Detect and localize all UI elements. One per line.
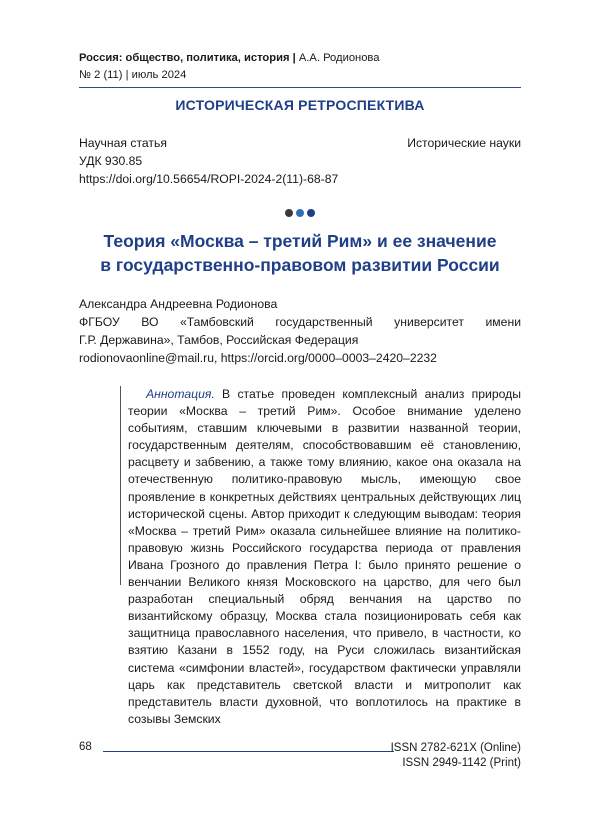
affiliation-line: Г.Р. Державина», Тамбов, Российская Федерация bbox=[79, 333, 358, 347]
title-line: в государственно-правовом развитии России bbox=[79, 253, 521, 277]
ornament-dot bbox=[307, 209, 315, 217]
page-number: 68 bbox=[79, 741, 92, 753]
issn-print: ISSN 2949-1142 (Print) bbox=[391, 756, 521, 771]
abstract-text: В статье проведен комплексный анализ природы теории «Москва – третий Рим». Особое внимание уделено событиям, ставшим ключевыми в развитии названной теории, государственным деятелям, способствовавшим её становлению, расцвету и забвению, а также тому влиянию, какое она оказала на отечественную политико-правовую мысль, имеющую свое проявление в конкретных действиях центральных действующих лиц исторической сцены. Автор приходит к следующим выводам: теория «Москва – третий Рим» оказала сильнейшее влияние на политико-правовую жизнь Российского государства периода от правления Ивана Грозного до правления Петра I: было принято решение о венчании Великого князя Московского на царство, для чего был разработан специальный обряд венчания на царство по византийскому образцу, Москва стала позиционировать себя как защитница православного населения, что привело, в частности, ко взятию Казани в 1552 году, на Руси сложилась византийская система «симфонии властей», государством фактически управляли царь как представитель светской власти и митрополит как представитель власти духовной, что воплотилось на практике в созывы Земских bbox=[128, 387, 521, 726]
article-title bbox=[79, 229, 521, 277]
issue-info: № 2 (11) | июль 2024 bbox=[79, 69, 186, 81]
header-rule bbox=[79, 87, 521, 88]
affiliation-line: ФГБОУ ВО «Тамбовский государственный университет имени bbox=[79, 315, 521, 329]
ornament-dots bbox=[0, 209, 600, 217]
author-name: Александра Андреевна Родионова bbox=[79, 297, 277, 311]
ornament-dot bbox=[285, 209, 293, 217]
abstract bbox=[128, 386, 521, 728]
running-header bbox=[79, 52, 379, 64]
doi-link[interactable]: https://doi.org/10.56654/ROPI-2024-2(11)-68-87 bbox=[79, 172, 338, 186]
issn-online: ISSN 2782-621X (Online) bbox=[391, 741, 521, 756]
ornament-dot bbox=[296, 209, 304, 217]
section-heading: ИСТОРИЧЕСКАЯ РЕТРОСПЕКТИВА bbox=[79, 97, 521, 113]
udc-code: УДК 930.85 bbox=[79, 154, 142, 168]
issn-block bbox=[391, 741, 521, 771]
article-type: Научная статья bbox=[79, 136, 167, 150]
journal-name: Россия: общество, политика, история | bbox=[79, 52, 296, 64]
footer-rule bbox=[103, 751, 394, 752]
author-contacts[interactable]: rodionovaonline@mail.ru, https://orcid.org/0000–0003–2420–2232 bbox=[79, 351, 437, 365]
header-author: А.А. Родионова bbox=[299, 52, 380, 64]
abstract-bar bbox=[120, 386, 121, 585]
title-line: Теория «Москва – третий Рим» и ее значение bbox=[79, 229, 521, 253]
abstract-label: Аннотация. bbox=[146, 387, 215, 401]
subject-field: Исторические науки bbox=[407, 136, 521, 150]
